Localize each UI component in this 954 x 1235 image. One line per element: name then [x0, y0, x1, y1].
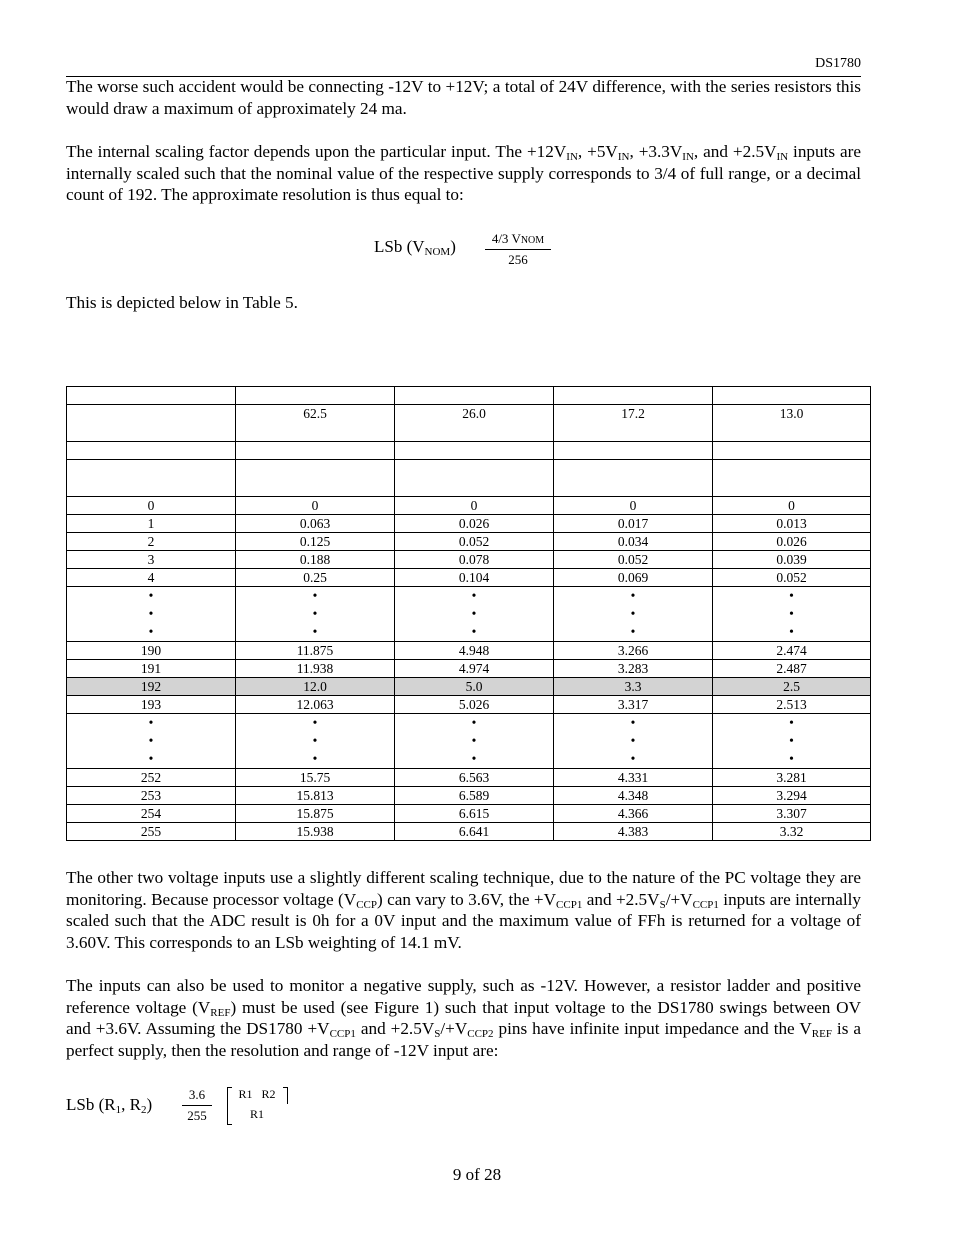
table-cell — [236, 387, 395, 405]
table-row — [67, 678, 871, 696]
table-blank-row — [67, 442, 871, 460]
table-cell — [67, 405, 236, 442]
paragraph-table-ref: This is depicted below in Table 5. — [66, 293, 298, 312]
paragraph-accident: The worse such accident would be connecting -12V to +12V; a total of 24V difference, with the series resistors this would draw a maximum of approximately 24 ma. — [66, 77, 861, 118]
table-cell: 0.017 — [554, 515, 713, 533]
ellipsis-dot: • — [148, 751, 154, 766]
table-cell: 4.366 — [554, 805, 713, 823]
table-cell: 4 — [67, 569, 236, 587]
table-cell: 2.474 — [713, 642, 871, 660]
paragraph-scaling: The internal scaling factor depends upon the particular input. The $+12V_{IN}$, $+5V_{IN}$, $+3.3V_{IN}$, and $+2.5V_{IN}$ inputs are internally scaled such that the nominal value of the respective supply corresponds to 3/4 of full range, or a decimal count of 192. The approximate resolution is thus equal to: — [66, 142, 861, 204]
table-cell — [554, 387, 713, 405]
table-cell: 0 — [236, 497, 395, 515]
table-row — [67, 660, 871, 678]
table-cell: 253 — [67, 787, 236, 805]
table-cell: 5.0 — [395, 678, 554, 696]
table-ellipsis-cell — [554, 714, 713, 769]
table-row — [67, 696, 871, 714]
table-body — [67, 387, 871, 841]
table-cell: 5.026 — [395, 696, 554, 714]
ellipsis-dot: • — [630, 606, 636, 621]
table-row — [67, 405, 871, 442]
table-cell — [713, 442, 871, 460]
ellipsis-dot: • — [312, 733, 318, 748]
table-cell: 0 — [713, 497, 871, 515]
ellipsis-dot: • — [471, 733, 477, 748]
table-cell: 3.294 — [713, 787, 871, 805]
ellipsis-dot: • — [148, 733, 154, 748]
ellipsis-dot: • — [148, 606, 154, 621]
ellipsis-dot: • — [789, 624, 794, 639]
table-cell — [236, 442, 395, 460]
document-id: DS1780 — [815, 56, 861, 71]
table-cell: 3.281 — [713, 769, 871, 787]
table-cell: 2.513 — [713, 696, 871, 714]
ellipsis-dot: • — [312, 588, 318, 603]
table-cell: 0 — [395, 497, 554, 515]
ellipsis-dot: • — [148, 624, 154, 639]
table-cell: 6.563 — [395, 769, 554, 787]
ellipsis-dot: • — [630, 624, 636, 639]
table-cell: 17.2 — [554, 405, 713, 442]
table-cell: 15.938 — [236, 823, 395, 841]
paragraph-other-inputs: The other two voltage inputs use a slightly different scaling technique, due to the nature of the PC voltage they are monitoring. Because processor voltage $(V_{CCP})$ can vary to 3.6V, the $+V_{CCP1}$ and $+2.5V_S/+V_{CCP1}$ inputs are internally scaled such that the ADC result is 0h for a 0V input and the maximum value of FFh is returned for a voltage of 3.60V. This corresponds to an LSb weighting of 14.1 mV. — [66, 868, 861, 952]
table-ellipsis-cell — [713, 714, 871, 769]
table-cell: 0.052 — [713, 569, 871, 587]
table-cell: 0.052 — [554, 551, 713, 569]
ellipsis-dot: • — [789, 733, 794, 748]
table-cell: 4.948 — [395, 642, 554, 660]
ellipsis-dot: • — [789, 715, 794, 730]
table-cell: 3.317 — [554, 696, 713, 714]
table-row — [67, 787, 871, 805]
ellipsis-dot: • — [471, 606, 477, 621]
ellipsis-dot: • — [630, 751, 636, 766]
table-cell: 3.266 — [554, 642, 713, 660]
ellipsis-dot: • — [471, 588, 477, 603]
ellipsis-dot: • — [148, 588, 154, 603]
bracket-right — [283, 1087, 288, 1104]
table-cell: 190 — [67, 642, 236, 660]
table-row — [67, 769, 871, 787]
table-cell: 26.0 — [395, 405, 554, 442]
table-blank-row — [67, 460, 871, 497]
table-cell: 254 — [67, 805, 236, 823]
table-cell — [395, 387, 554, 405]
ellipsis-dot: • — [471, 751, 477, 766]
table-cell: 11.938 — [236, 660, 395, 678]
table-cell: 3.3 — [554, 678, 713, 696]
table-cell: 0 — [67, 497, 236, 515]
table-cell: 4.383 — [554, 823, 713, 841]
table-cell: 12.0 — [236, 678, 395, 696]
table-ellipsis-cell — [554, 587, 713, 642]
table-cell — [554, 442, 713, 460]
ellipsis-dot: • — [789, 751, 794, 766]
table-cell: 3 — [67, 551, 236, 569]
table-cell — [395, 460, 554, 497]
table-cell: 252 — [67, 769, 236, 787]
table-cell: 3.283 — [554, 660, 713, 678]
ellipsis-dot: • — [789, 588, 794, 603]
formula-lsb-r-fraction-2: R1 R2 R1 — [238, 1087, 276, 1121]
ellipsis-dot: • — [312, 606, 318, 621]
table-cell: 3.32 — [713, 823, 871, 841]
table-cell: 0.063 — [236, 515, 395, 533]
table-cell: 15.875 — [236, 805, 395, 823]
table-cell: 2 — [67, 533, 236, 551]
table-cell — [67, 387, 236, 405]
table-cell: 0.039 — [713, 551, 871, 569]
table-ellipsis-cell — [236, 714, 395, 769]
formula-lsb-vnom-fraction: 4/3 VNOM 256 — [485, 231, 551, 268]
table-cell: 62.5 — [236, 405, 395, 442]
table-cell: 4.348 — [554, 787, 713, 805]
table-ellipsis-cell — [713, 587, 871, 642]
table-ellipsis-cell — [67, 714, 236, 769]
table-5-resolution — [66, 386, 871, 841]
table-cell: 2.5 — [713, 678, 871, 696]
table-cell: 6.615 — [395, 805, 554, 823]
table-cell: 0.026 — [713, 533, 871, 551]
ellipsis-dot: • — [471, 624, 477, 639]
table-cell — [554, 460, 713, 497]
table-cell — [236, 460, 395, 497]
formula-lsb-r-fraction-1: 3.6 255 — [182, 1087, 212, 1124]
table-cell: 0.078 — [395, 551, 554, 569]
table-row — [67, 642, 871, 660]
table-cell: 2.487 — [713, 660, 871, 678]
ellipsis-dot: • — [312, 751, 318, 766]
ellipsis-dot: • — [148, 715, 154, 730]
table-cell: 192 — [67, 678, 236, 696]
ellipsis-dot: • — [312, 715, 318, 730]
ellipsis-dot: • — [630, 715, 636, 730]
table-cell: 193 — [67, 696, 236, 714]
table-cell: 3.307 — [713, 805, 871, 823]
table-row — [67, 515, 871, 533]
table-ellipsis-cell — [236, 587, 395, 642]
table-blank-row — [67, 387, 871, 405]
table-cell: 191 — [67, 660, 236, 678]
table-cell: 0.026 — [395, 515, 554, 533]
table-cell: 4.974 — [395, 660, 554, 678]
table-ellipsis-cell — [395, 587, 554, 642]
table-cell: 0.034 — [554, 533, 713, 551]
table-cell: 6.641 — [395, 823, 554, 841]
table-cell: 0.25 — [236, 569, 395, 587]
table-ellipsis-cell — [395, 714, 554, 769]
table-row — [67, 569, 871, 587]
ellipsis-dot: • — [630, 588, 636, 603]
page-number: 9 of 28 — [452, 1165, 502, 1184]
table-cell: 0.052 — [395, 533, 554, 551]
table-cell — [713, 460, 871, 497]
table-cell: 0.013 — [713, 515, 871, 533]
paragraph-negative-supply: The inputs can also be used to monitor a negative supply, such as -12V. However, a resistor ladder and positive reference voltage $(V_{REF})$ must be used (see Figure 1) such that input voltage to the DS1780 swings between OV and +3.6V. Assuming the $DS1780 +V_{CCP1}$ and $+2.5V_S/+V_{CCP2}$ pins have infinite input impedance and the $V_{REF}$ is a perfect supply, then the resolution and range of -12V input are: — [66, 976, 861, 1060]
table-cell — [713, 387, 871, 405]
table-cell: 0 — [554, 497, 713, 515]
table-cell — [67, 460, 236, 497]
formula-lsb-r-lhs: LSb ($R_1$, $R_2$) — [66, 1095, 153, 1116]
table-cell: 15.75 — [236, 769, 395, 787]
table-cell: 15.813 — [236, 787, 395, 805]
ellipsis-dot: • — [789, 606, 794, 621]
table-cell: 13.0 — [713, 405, 871, 442]
table-ellipsis-row — [67, 714, 871, 769]
table-cell: 12.063 — [236, 696, 395, 714]
table-cell: 0.125 — [236, 533, 395, 551]
table-ellipsis-row — [67, 587, 871, 642]
table-row — [67, 551, 871, 569]
table-cell — [395, 442, 554, 460]
table-cell: 0.069 — [554, 569, 713, 587]
ellipsis-dot: • — [312, 624, 318, 639]
table-cell — [67, 442, 236, 460]
table-cell: 4.331 — [554, 769, 713, 787]
ellipsis-dot: • — [630, 733, 636, 748]
table-row — [67, 823, 871, 841]
table-row — [67, 533, 871, 551]
table-row — [67, 497, 871, 515]
ellipsis-dot: • — [471, 715, 477, 730]
table-cell: 0.188 — [236, 551, 395, 569]
table-row — [67, 805, 871, 823]
table-cell: 6.589 — [395, 787, 554, 805]
table-cell: 11.875 — [236, 642, 395, 660]
table-cell: 255 — [67, 823, 236, 841]
formula-lsb-vnom-lhs: LSb $(V_{NOM})$ — [374, 237, 456, 258]
table-cell: 0.104 — [395, 569, 554, 587]
table-cell: 1 — [67, 515, 236, 533]
table-ellipsis-cell — [67, 587, 236, 642]
